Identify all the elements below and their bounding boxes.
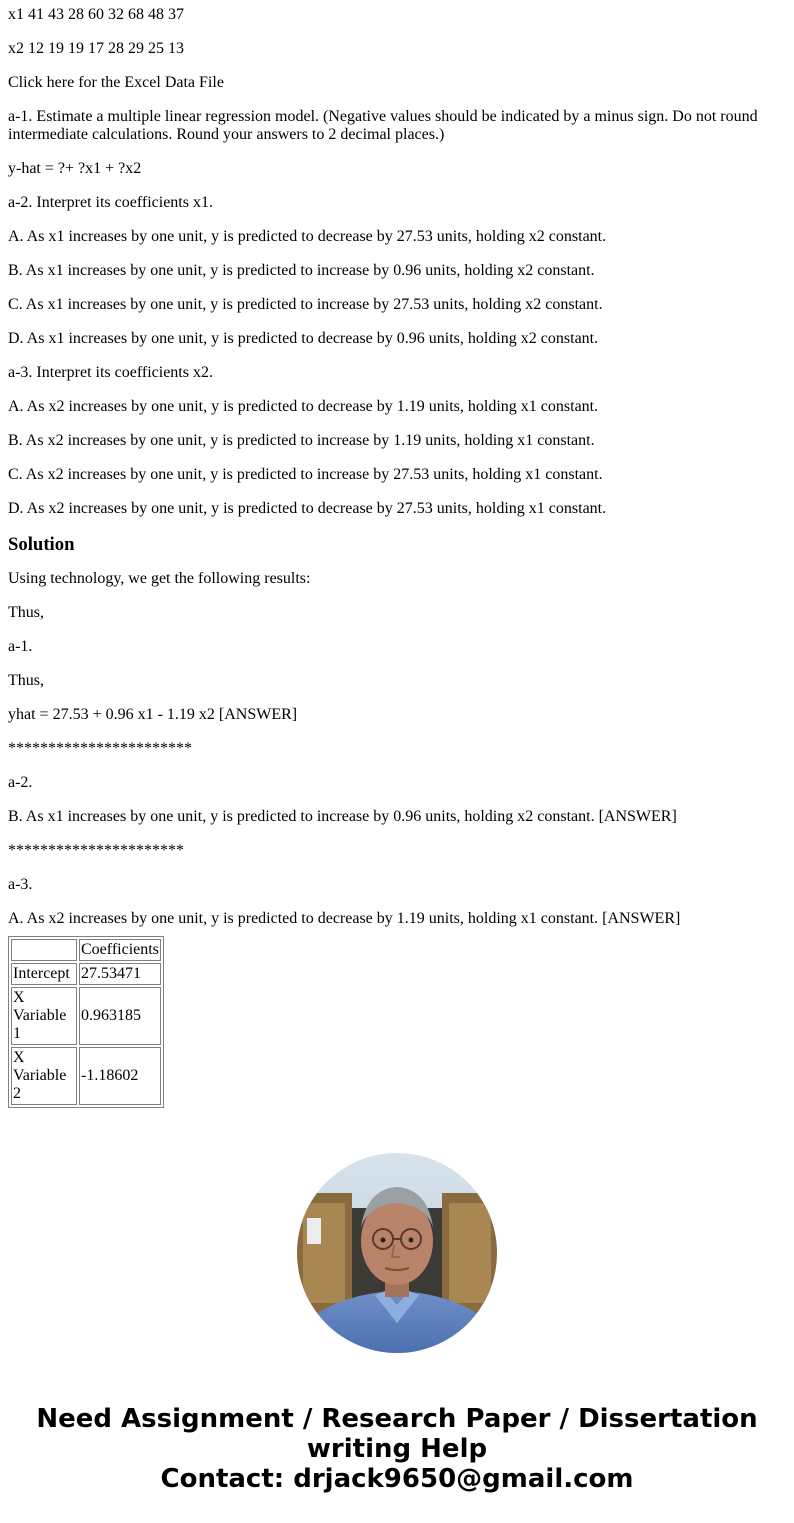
question-a2-option-c: C. As x1 increases by one unit, y is predicted to increase by 27.53 units, holding x2 constant. — [8, 296, 603, 313]
question-a3-option-a: A. As x2 increases by one unit, y is predicted to decrease by 1.19 units, holding x1 constant. — [8, 398, 599, 415]
excel-data-link[interactable]: Click here for the Excel Data File — [8, 74, 224, 91]
table-cell-label: Intercept — [11, 963, 77, 985]
solution-line: a-1. — [8, 638, 33, 655]
question-a3-prompt: a-3. Interpret its coefficients x2. — [8, 364, 213, 381]
promo-contact: Contact: drjack9650@gmail.com — [160, 1464, 634, 1494]
question-a2-option-a: A. As x1 increases by one unit, y is predicted to decrease by 27.53 units, holding x2 constant. — [8, 228, 607, 245]
table-header-cell — [11, 939, 77, 961]
table-row — [11, 963, 161, 985]
question-a3-option-c: C. As x2 increases by one unit, y is predicted to increase by 27.53 units, holding x1 constant. — [8, 466, 603, 483]
table-header-cell: Coefficients — [79, 939, 161, 961]
table-cell-value: 0.963185 — [79, 987, 161, 1045]
document-body — [8, 6, 786, 1108]
author-portrait-image — [297, 1153, 497, 1353]
solution-answer-a2: B. As x1 increases by one unit, y is predicted to increase by 0.96 units, holding x2 constant. [ANSWER] — [8, 808, 677, 825]
solution-heading: Solution — [8, 534, 75, 555]
question-a1-prompt: a-1. Estimate a multiple linear regression model. (Negative values should be indicated by a minus sign. Do not round intermediate calculations. Round your answers to 2 decimal places.) — [8, 108, 758, 143]
solution-line: Using technology, we get the following results: — [8, 570, 311, 587]
promo-banner — [0, 1404, 794, 1494]
author-photo — [297, 1153, 497, 1353]
table-cell-value: 27.53471 — [79, 963, 161, 985]
solution-line: a-3. — [8, 876, 33, 893]
data-row-x1: x1 41 43 28 60 32 68 48 37 — [8, 6, 184, 23]
solution-line: Thus, — [8, 604, 44, 621]
question-a3-option-b: B. As x2 increases by one unit, y is predicted to increase by 1.19 units, holding x1 constant. — [8, 432, 595, 449]
table-cell-label: X Variable 2 — [11, 1047, 77, 1105]
solution-separator: ********************** — [8, 842, 184, 859]
coefficients-table — [8, 936, 164, 1108]
data-row-x2: x2 12 19 19 17 28 29 25 13 — [8, 40, 184, 57]
promo-line: writing Help — [306, 1434, 488, 1464]
question-a2-prompt: a-2. Interpret its coefficients x1. — [8, 194, 213, 211]
table-header-row — [11, 939, 161, 961]
question-a2-option-b: B. As x1 increases by one unit, y is predicted to increase by 0.96 units, holding x2 constant. — [8, 262, 595, 279]
solution-line: a-2. — [8, 774, 33, 791]
question-a3-option-d: D. As x2 increases by one unit, y is predicted to decrease by 27.53 units, holding x1 constant. — [8, 500, 607, 517]
solution-separator: *********************** — [8, 740, 192, 757]
table-cell-label: X Variable 1 — [11, 987, 77, 1045]
solution-line: Thus, — [8, 672, 44, 689]
question-a2-option-d: D. As x1 increases by one unit, y is predicted to decrease by 0.96 units, holding x2 constant. — [8, 330, 599, 347]
table-row — [11, 987, 161, 1045]
promo-line: Need Assignment / Research Paper / Dissertation — [36, 1404, 758, 1434]
table-row — [11, 1047, 161, 1105]
solution-answer-a3: A. As x2 increases by one unit, y is predicted to decrease by 1.19 units, holding x1 constant. [ANSWER] — [8, 910, 681, 927]
question-a1-equation: y-hat = ?+ ?x1 + ?x2 — [8, 160, 142, 177]
solution-answer-a1: yhat = 27.53 + 0.96 x1 - 1.19 x2 [ANSWER] — [8, 706, 298, 723]
table-cell-value: -1.18602 — [79, 1047, 161, 1105]
